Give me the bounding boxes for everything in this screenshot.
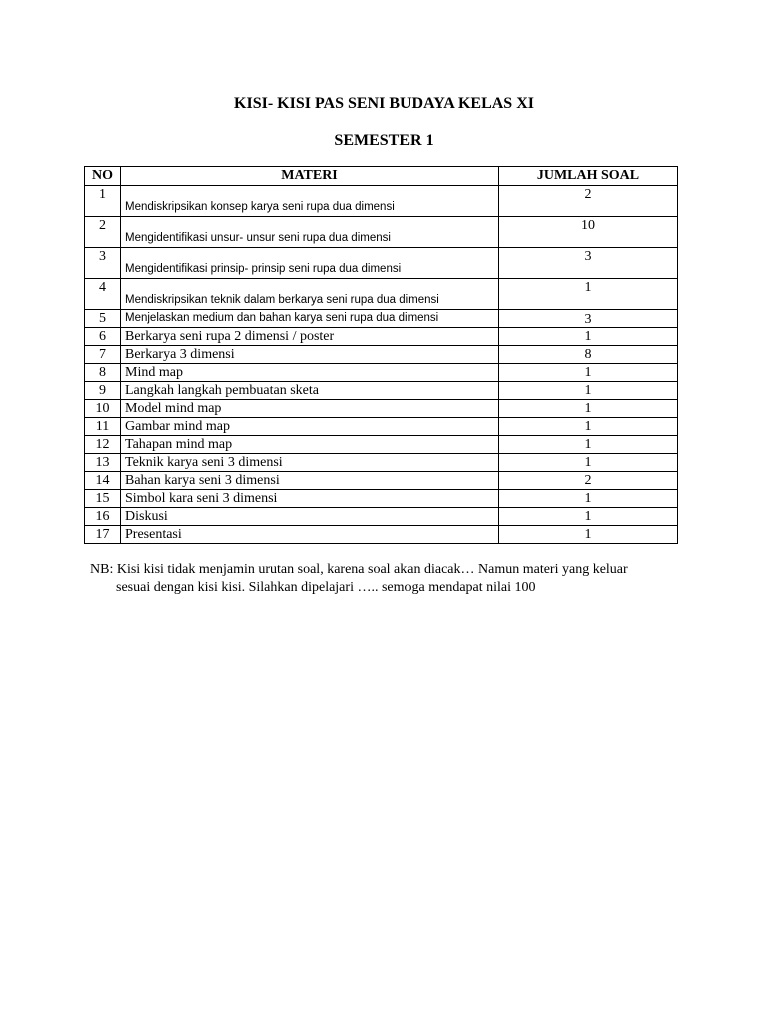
row-jumlah: 3: [499, 248, 678, 279]
table-row: [85, 472, 678, 490]
row-no: 3: [85, 248, 121, 279]
row-no: 17: [85, 526, 121, 544]
row-jumlah: 1: [499, 526, 678, 544]
document-subtitle: SEMESTER 1: [334, 132, 434, 149]
row-jumlah: 1: [499, 418, 678, 436]
row-no: 16: [85, 508, 121, 526]
table-row: [85, 328, 678, 346]
row-jumlah: 1: [499, 364, 678, 382]
table-header-row: [85, 167, 678, 186]
row-no: 2: [85, 217, 121, 248]
row-no: 15: [85, 490, 121, 508]
table-row: [85, 508, 678, 526]
footnote-line-1: NB: Kisi kisi tidak menjamin urutan soal, karena soal akan diacak… Namun materi yang keluar: [90, 562, 628, 577]
footnote-line-2: sesuai dengan kisi kisi. Silahkan dipelajari ….. semoga mendapat nilai 100: [116, 580, 536, 595]
row-materi: Tahapan mind map: [121, 436, 499, 454]
row-materi: Menjelaskan medium dan bahan karya seni rupa dua dimensi: [121, 310, 499, 328]
row-materi: Mendiskripsikan teknik dalam berkarya seni rupa dua dimensi: [121, 279, 499, 310]
row-jumlah: 1: [499, 436, 678, 454]
row-materi: Model mind map: [121, 400, 499, 418]
table-row: [85, 186, 678, 217]
row-jumlah: 2: [499, 186, 678, 217]
row-materi: Mengidentifikasi prinsip- prinsip seni rupa dua dimensi: [121, 248, 499, 279]
row-materi: Teknik karya seni 3 dimensi: [121, 454, 499, 472]
row-materi: Mengidentifikasi unsur- unsur seni rupa dua dimensi: [121, 217, 499, 248]
header-materi: MATERI: [121, 167, 499, 186]
row-no: 5: [85, 310, 121, 328]
kisi-kisi-table: [84, 166, 678, 544]
row-no: 14: [85, 472, 121, 490]
table-row: [85, 526, 678, 544]
row-no: 9: [85, 382, 121, 400]
row-jumlah: 1: [499, 279, 678, 310]
row-materi: Langkah langkah pembuatan sketa: [121, 382, 499, 400]
table-row: [85, 490, 678, 508]
row-jumlah: 8: [499, 346, 678, 364]
row-materi: Bahan karya seni 3 dimensi: [121, 472, 499, 490]
row-materi: Gambar mind map: [121, 418, 499, 436]
row-materi: Diskusi: [121, 508, 499, 526]
table-row: [85, 248, 678, 279]
table-row: [85, 436, 678, 454]
table-row: [85, 279, 678, 310]
row-no: 10: [85, 400, 121, 418]
row-no: 4: [85, 279, 121, 310]
row-jumlah: 1: [499, 328, 678, 346]
row-jumlah: 1: [499, 454, 678, 472]
header-no: NO: [85, 167, 121, 186]
table-row: [85, 382, 678, 400]
row-no: 12: [85, 436, 121, 454]
table-row: [85, 217, 678, 248]
row-no: 6: [85, 328, 121, 346]
row-materi: Berkarya 3 dimensi: [121, 346, 499, 364]
table-row: [85, 400, 678, 418]
table-row: [85, 454, 678, 472]
row-no: 11: [85, 418, 121, 436]
row-materi: Mind map: [121, 364, 499, 382]
table-row: [85, 310, 678, 328]
row-jumlah: 1: [499, 382, 678, 400]
row-jumlah: 1: [499, 508, 678, 526]
row-jumlah: 1: [499, 400, 678, 418]
table-row: [85, 418, 678, 436]
document-title: KISI- KISI PAS SENI BUDAYA KELAS XI: [234, 95, 534, 112]
header-jumlah-soal: JUMLAH SOAL: [499, 167, 678, 186]
table-row: [85, 346, 678, 364]
row-no: 7: [85, 346, 121, 364]
row-materi: Presentasi: [121, 526, 499, 544]
row-materi: Mendiskripsikan konsep karya seni rupa dua dimensi: [121, 186, 499, 217]
footnote: [90, 561, 690, 597]
row-no: 13: [85, 454, 121, 472]
row-no: 8: [85, 364, 121, 382]
row-materi: Berkarya seni rupa 2 dimensi / poster: [121, 328, 499, 346]
row-materi: Simbol kara seni 3 dimensi: [121, 490, 499, 508]
row-no: 1: [85, 186, 121, 217]
row-jumlah: 10: [499, 217, 678, 248]
row-jumlah: 2: [499, 472, 678, 490]
row-jumlah: 3: [499, 310, 678, 328]
row-jumlah: 1: [499, 490, 678, 508]
table-row: [85, 364, 678, 382]
